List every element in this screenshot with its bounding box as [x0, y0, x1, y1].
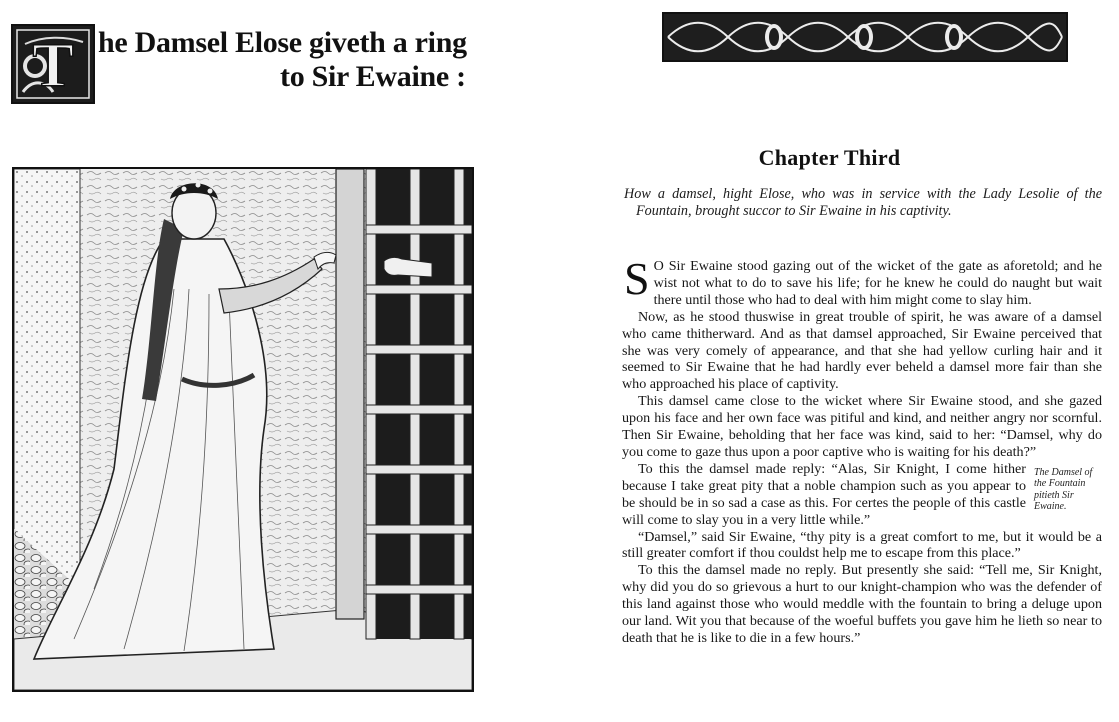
paragraph-5-text: “Damsel,” said Sir Ewaine, “thy pity is a great comfort to me, but it would be a still greater comfort if thou couldst help me to escape from this place.”: [622, 528, 1102, 562]
margin-note: The Damsel of the Fountain pitieth Sir Ewaine.: [1034, 466, 1093, 513]
paragraph: [622, 529, 1102, 563]
illustration-damsel-at-gate: [12, 167, 474, 692]
paragraph-1-text: O Sir Ewaine stood gazing out of the wicket of the gate as aforetold; and he wist not what to do to save his life; for he knew he could do naught but wait there until those who had to deal with him might come to slay him.: [653, 258, 1102, 308]
plate-title: [98, 26, 488, 94]
decorated-initial-t: [11, 24, 95, 104]
paragraph: [622, 253, 1102, 309]
chapter-heading: Chapter Third: [758, 145, 901, 170]
paragraph: [622, 562, 1102, 647]
paragraph-6-text: To this the damsel made no reply. But presently she said: “Tell me, Sir Knight, why did you do so grievous a hurt to our knight-champion who was the defender of this land against those who would meddle with the fountain to bring a deluge upon our land. Wit you that because of the woeful buffets you gave him he lieth so near to death that he is like to die in a few hours.”: [622, 562, 1102, 646]
ornamental-headpiece: [662, 12, 1068, 62]
plate-title-line-2: to Sir Ewaine :: [280, 60, 466, 93]
paragraph: [622, 393, 1102, 461]
initial-letter: T: [32, 32, 74, 100]
plate-title-line-1: he Damsel Elose giveth a ring: [98, 26, 467, 59]
chapter-body: [622, 253, 1102, 647]
paragraph-2-text: Now, as he stood thuswise in great trouble of spirit, he was aware of a damsel who came thitherward. And as that damsel approached, Sir Ewaine perceived that she was very comely of appearance, and that she had yellow curling hair and it seemed to Sir Ewaine that he had hardly ever beheld a damsel more fair than she who approached his place of captivity.: [622, 308, 1102, 393]
left-page: [0, 0, 540, 722]
right-page: [540, 0, 1119, 722]
paragraph-4-text: To this the damsel made reply: “Alas, Sir Knight, I come hither because I take great pity that a noble champion such as you appear to be should be in so sad a case as this. For certes the people of this castle will come to slay you in a very little while.”: [622, 460, 1026, 528]
paragraph: [622, 309, 1102, 394]
chapter-summary: How a damsel, hight Elose, who was in service with the Lady Lesolie of the Fountain, brought succor to Sir Ewaine in his captivity.: [624, 186, 1102, 219]
drop-cap: S: [624, 253, 650, 304]
paragraph-3-text: This damsel came close to the wicket where Sir Ewaine stood, and she gazed upon his face and her own face was pitiful and kind, and neither angry nor scornful. Then Sir Ewaine, beholding that her face was kind, said to her: “Damsel, why do you come to gaze thus upon a poor captive who is waiting for his death?”: [622, 393, 1102, 460]
paragraph: [622, 461, 1102, 529]
